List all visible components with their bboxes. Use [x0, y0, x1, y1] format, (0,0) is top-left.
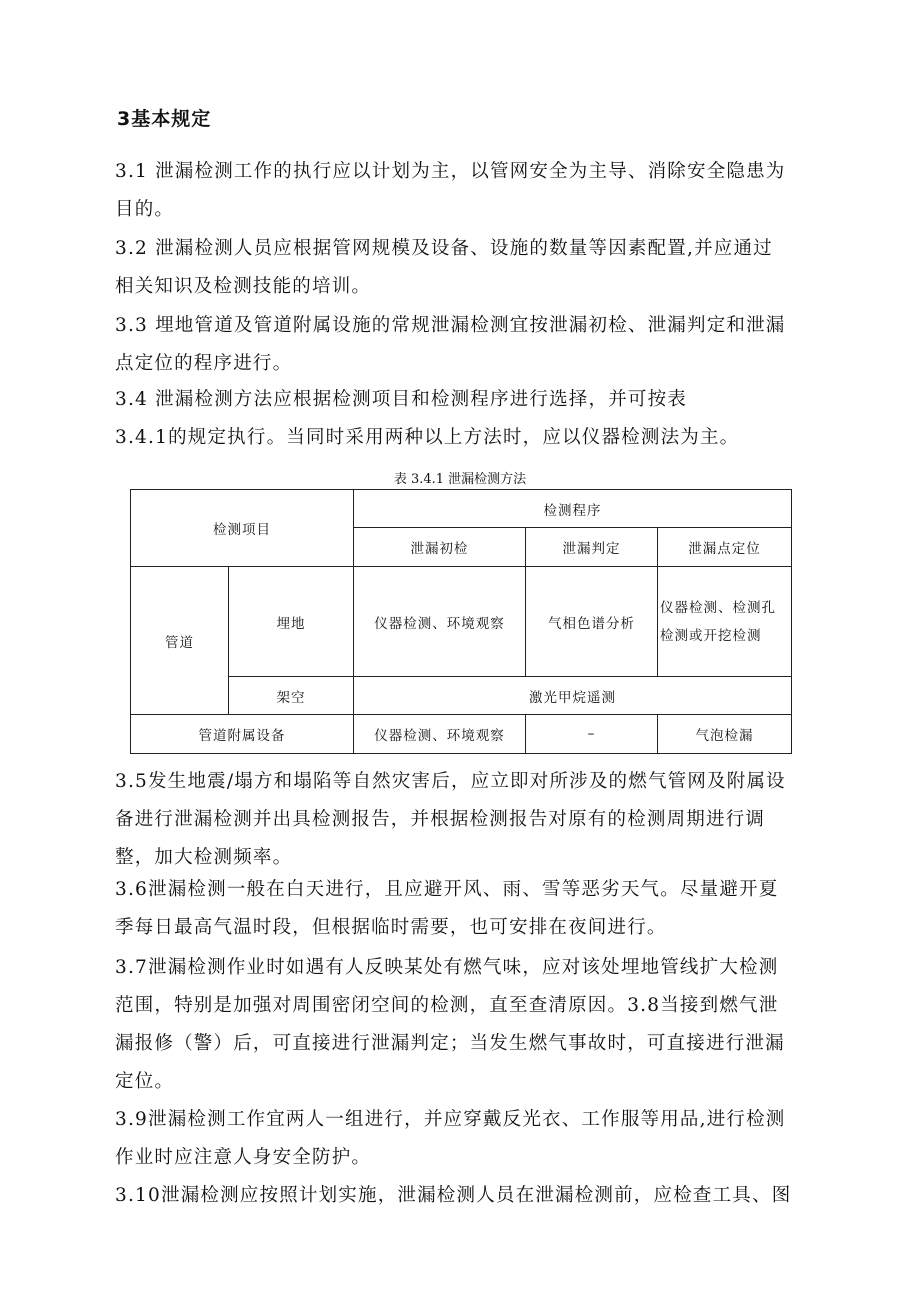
text-line: 相关知识及检测技能的培训。 [115, 276, 372, 297]
text-line: 3.3 埋地管道及管道附属设施的常规泄漏检测宜按泄漏初检、泄漏判定和泄漏 [115, 315, 786, 336]
row-overhead: 架空 [229, 677, 354, 715]
text-line: 3.4 泄漏检测方法应根据检测项目和检测程序进行选择，并可按表 [115, 389, 688, 410]
text-line: 3.5发生地震/塌方和塌陷等自然灾害后，应立即对所涉及的燃气管网及附属设 [115, 771, 786, 792]
paragraph-3-2 [115, 230, 815, 306]
cell-line: 检测或开挖检测 [660, 627, 762, 644]
cell-overhead-all: 激光甲烷遥测 [354, 677, 792, 715]
text-line: 3.1 泄漏检测工作的执行应以计划为主，以管网安全为主导、消除安全隐患为 [115, 161, 786, 182]
text-line: 3.4.1的规定执行。当同时采用两种以上方法时，应以仪器检测法为主。 [115, 427, 740, 448]
paragraph-3-6 [115, 871, 815, 947]
text-line: 点定位的程序进行。 [115, 353, 293, 374]
header-initial-check: 泄漏初检 [354, 528, 526, 567]
header-judgement: 泄漏判定 [526, 528, 658, 567]
row-pipeline: 管道 [131, 567, 229, 715]
paragraph-3-10 [115, 1177, 815, 1215]
text-line: 3.2 泄漏检测人员应根据管网规模及设备、设施的数量等因素配置,并应通过 [115, 238, 773, 259]
cell-buried-locating [658, 567, 792, 677]
cell-attached-initial: 仪器检测、环境观察 [354, 715, 526, 754]
text-line: 目的。 [115, 199, 175, 220]
paragraph-3-9 [115, 1101, 815, 1177]
cell-buried-initial: 仪器检测、环境观察 [354, 567, 526, 677]
text-line: 3.7泄漏检测作业时如遇有人反映某处有燃气味，应对该处埋地管线扩大检测 [115, 957, 779, 978]
text-line: 作业时应注意人身安全防护。 [115, 1147, 372, 1168]
text-line: 范围，特别是加强对周围密闭空间的检测，直至查清原因。3.8当接到燃气泄 [115, 995, 779, 1016]
header-locating: 泄漏点定位 [658, 528, 792, 567]
text-line: 备进行泄漏检测并出具检测报告，并根据检测报告对原有的检测周期进行调 [115, 809, 766, 830]
text-line: 漏报修（警）后，可直接进行泄漏判定；当发生燃气事故时，可直接进行泄漏 [115, 1033, 785, 1054]
row-attached-equipment: 管道附属设备 [131, 715, 354, 754]
detection-method-table [130, 489, 792, 754]
header-item: 检测项目 [131, 490, 354, 567]
text-line: 整，加大检测频率。 [115, 847, 293, 868]
paragraph-3-5 [115, 763, 815, 877]
table-caption: 表 3.4.1 泄漏检测方法 [393, 472, 527, 487]
cell-attached-locating: 气泡检漏 [658, 715, 792, 754]
cell-attached-judgement: – [526, 715, 658, 754]
header-procedure: 检测程序 [354, 490, 792, 528]
paragraph-3-3 [115, 307, 815, 383]
paragraph-3-1 [115, 153, 815, 229]
row-buried: 埋地 [229, 567, 354, 677]
paragraph-3-4 [115, 381, 815, 457]
paragraph-3-7 [115, 949, 815, 1101]
text-line: 季每日最高气温时段，但根据临时需要，也可安排在夜间进行。 [115, 917, 667, 938]
text-line: 3.6泄漏检测一般在白天进行，且应避开风、雨、雪等恶劣天气。尽量避开夏 [115, 879, 779, 900]
cell-buried-judgement: 气相色谱分析 [526, 567, 658, 677]
text-line: 3.9泄漏检测工作宜两人一组进行，并应穿戴反光衣、工作服等用品,进行检测 [115, 1109, 786, 1130]
text-line: 3.10泄漏检测应按照计划实施，泄漏检测人员在泄漏检测前，应检查工具、图 [115, 1185, 792, 1206]
cell-line: 仪器检测、检测孔 [660, 599, 776, 616]
section-heading: 3基本规定 [117, 108, 212, 130]
text-line: 定位。 [115, 1071, 175, 1092]
